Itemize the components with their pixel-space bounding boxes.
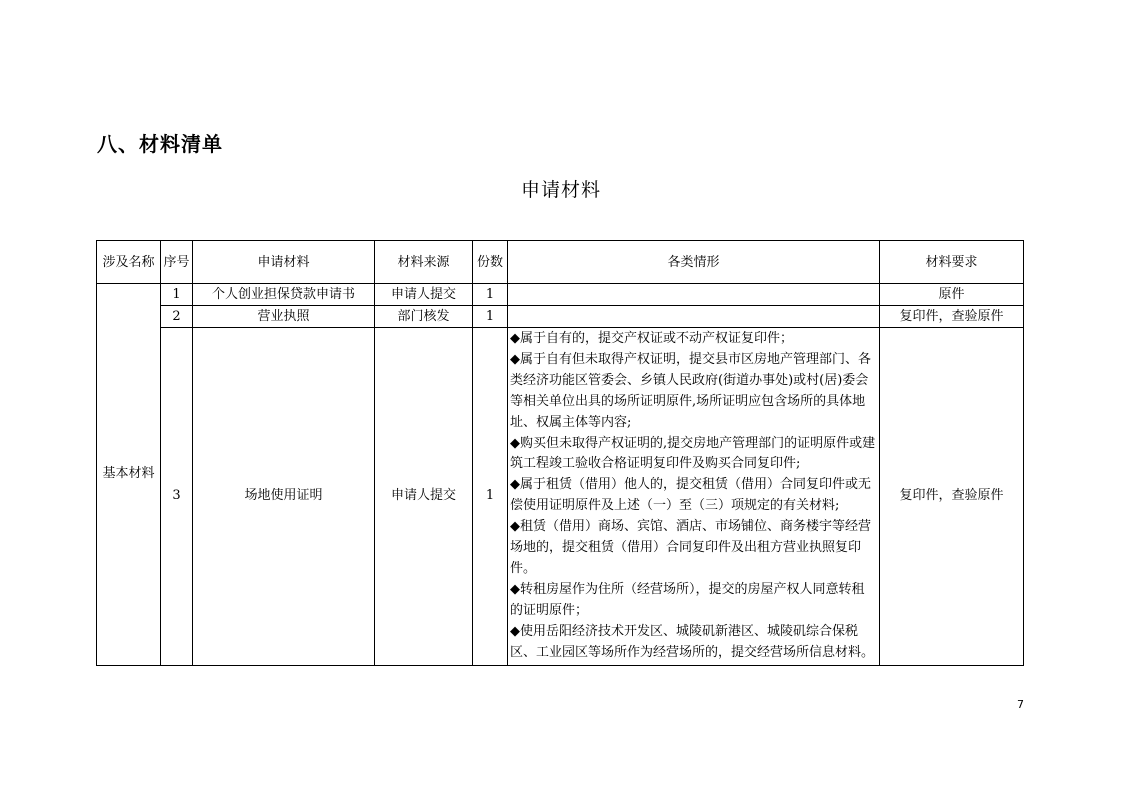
header-seq: 序号 [161,241,193,284]
header-category: 涉及名称 [97,241,161,284]
requirement-cell: 原件 [880,284,1024,306]
category-cell: 基本材料 [97,284,161,666]
table-row [97,306,1024,328]
table-title: 申请材料 [520,179,601,201]
header-source: 材料来源 [375,241,473,284]
copies-cell: 1 [473,306,508,328]
seq-cell: 1 [161,284,193,306]
situation-item: ◆使用岳阳经济技术开发区、城陵矶新港区、城陵矶综合保税区、工业园区等场所作为经营场所的，提交经营场所信息材料。 [510,623,875,660]
situation-item: ◆属于自有的，提交产权证或不动产权证复印件； [510,331,793,346]
copies-cell: 1 [473,284,508,306]
header-copies: 份数 [473,241,508,284]
requirement-cell: 复印件，查验原件 [880,328,1024,666]
situation-item: ◆租赁（借用）商场、宾馆、酒店、市场铺位、商务楼宇等经营场地的，提交租赁（借用）合同复印件及出租方营业执照复印件。 [510,519,871,576]
copies-cell: 1 [473,328,508,666]
seq-cell: 3 [161,328,193,666]
table-header-row [97,241,1024,284]
seq-cell: 2 [161,306,193,328]
situation-item: ◆购买但未取得产权证明的,提交房地产管理部门的证明原件或建筑工程竣工验收合格证明复印件及购买合同复印件; [510,435,876,472]
situation-item: ◆转租房屋作为住所（经营场所），提交的房屋产权人同意转租的证明原件； [510,581,865,618]
material-cell: 个人创业担保贷款申请书 [193,284,375,306]
table-row [97,284,1024,306]
header-situations: 各类情形 [508,241,880,284]
material-cell: 场地使用证明 [193,328,375,666]
source-cell: 申请人提交 [375,284,473,306]
page-number: 7 [1017,698,1024,711]
section-title: 八、材料清单 [97,132,223,156]
material-cell: 营业执照 [193,306,375,328]
source-cell: 申请人提交 [375,328,473,666]
situations-cell [508,328,880,666]
source-cell: 部门核发 [375,306,473,328]
header-material: 申请材料 [193,241,375,284]
requirement-cell: 复印件，查验原件 [880,306,1024,328]
situation-item: ◆属于租赁（借用）他人的，提交租赁（借用）合同复印件或无偿使用证明原件及上述（一）至（三）项规定的有关材料; [510,477,871,514]
situation-item: ◆属于自有但未取得产权证明，提交县市区房地产管理部门、各类经济功能区管委会、乡镇人民政府(街道办事处)或村(居)委会等相关单位出具的场所证明原件,场所证明应包含场所的具体地址、权属主体等内容; [510,351,871,430]
table-row [97,328,1024,666]
materials-table [96,240,1024,666]
situations-cell [508,306,880,328]
header-requirement: 材料要求 [880,241,1024,284]
situations-cell [508,284,880,306]
